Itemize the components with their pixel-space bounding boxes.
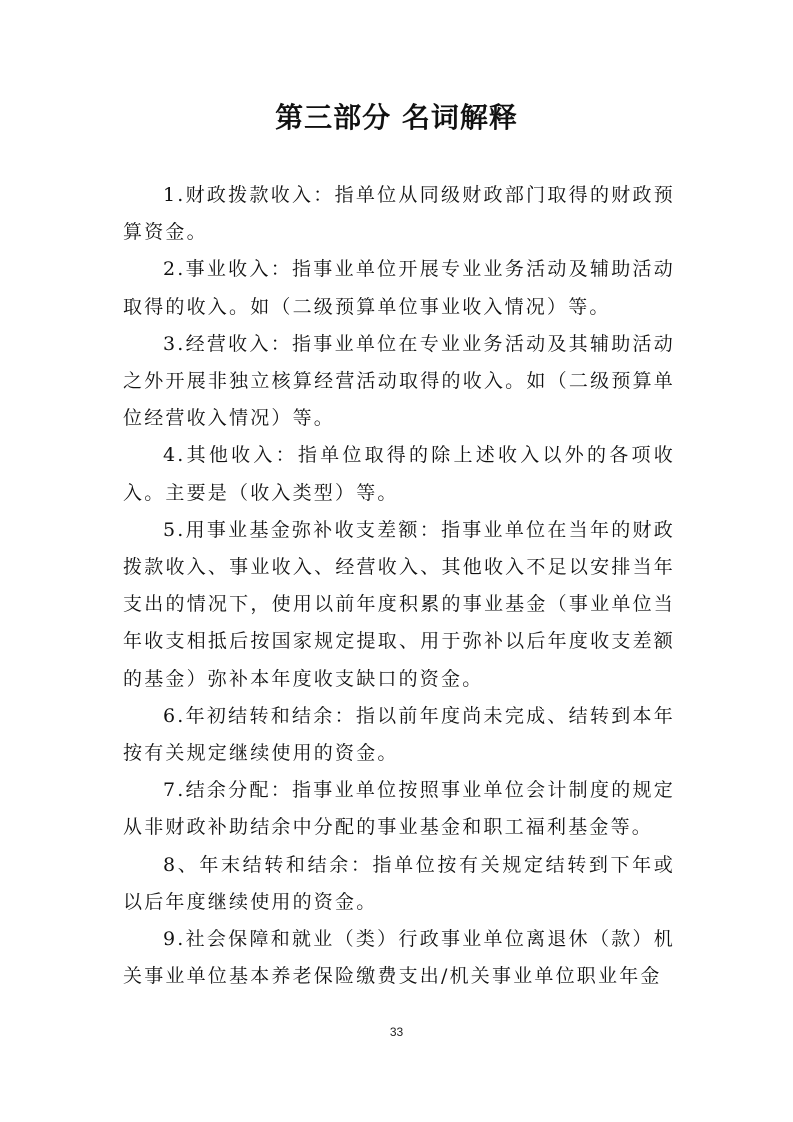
definition-social-security: 9.社会保障和就业（类）行政事业单位离退休（款）机关事业单位基本养老保险缴费支出/机关事业单位职业年金 [123,928,675,988]
page-title: 第三部分 名词解释 [275,101,518,134]
definition-business-fund-offset: 5.用事业基金弥补收支差额：指事业单位在当年的财政拨款收入、事业收入、经营收入、其他收入不足以安排当年支出的情况下，使用以前年度积累的事业基金（事业单位当年收支相抵后按国家规定提取、用于弥补以后年度收支差额的基金）弥补本年度收支缺口的资金。 [123,518,675,690]
definition-other-income: 4.其他收入：指单位取得的除上述收入以外的各项收入。主要是（收入类型）等。 [123,444,675,504]
definition-operating-income: 3.经营收入：指事业单位在专业业务活动及其辅助活动之外开展非独立核算经营活动取得的收入。如（二级预算单位经营收入情况）等。 [123,332,675,430]
definition-surplus-distribution: 7.结余分配：指事业单位按照事业单位会计制度的规定从非财政补助结余中分配的事业基金和职工福利基金等。 [123,779,675,839]
definition-opening-carryover: 6.年初结转和结余：指以前年度尚未完成、结转到本年按有关规定继续使用的资金。 [123,704,675,765]
definition-closing-carryover: 8、年末结转和结余：指单位按有关规定结转到下年或以后年度继续使用的资金。 [123,853,675,913]
definition-financial-appropriation-income: 1.财政拨款收入：指单位从同级财政部门取得的财政预算资金。 [123,184,675,244]
definition-business-income: 2.事业收入：指事业单位开展专业业务活动及辅助活动取得的收入。如（二级预算单位事业收入情况）等。 [123,258,675,318]
definitions-body [123,177,675,995]
page-number: 33 [389,1025,404,1039]
